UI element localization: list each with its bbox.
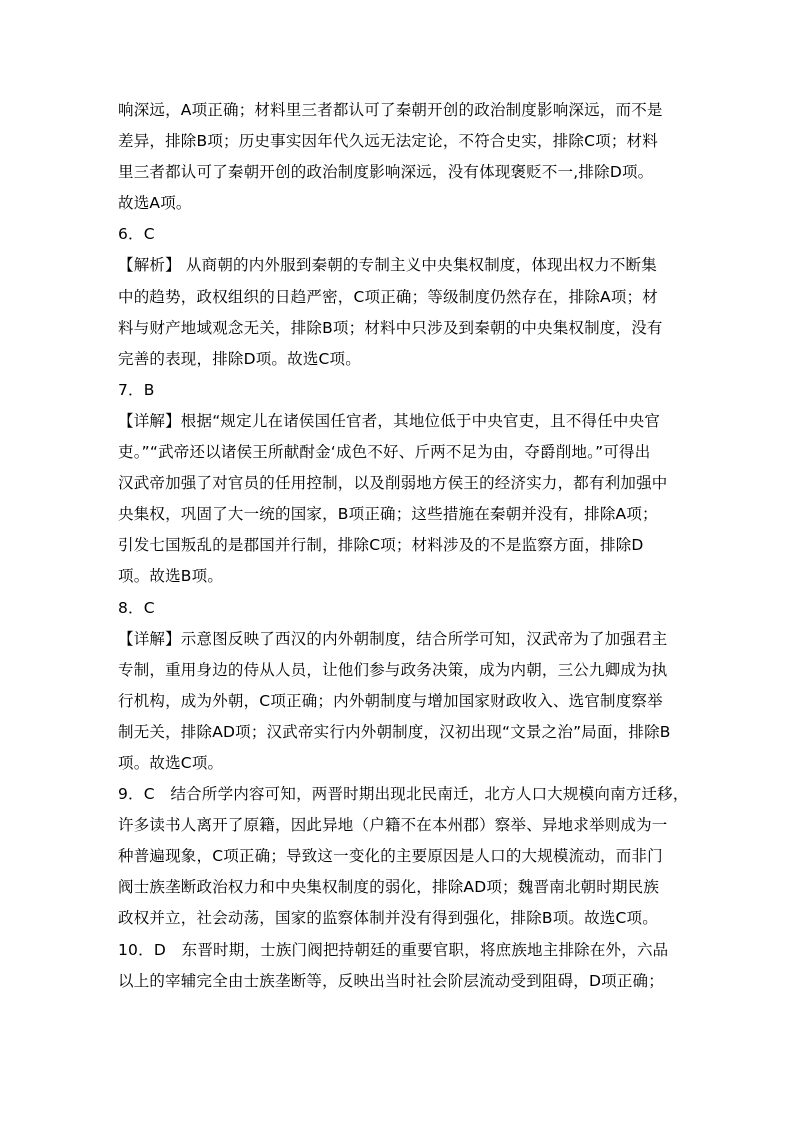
text-line: 阀士族垄断政治权力和中央集权制度的弱化，排除AD项；魏晋南北朝时期民族 bbox=[118, 878, 660, 897]
text-line: 故选A项。 bbox=[118, 194, 192, 213]
text-line: 央集权，巩固了大一统的国家，B项正确；这些措施在秦朝并没有，排除A项； bbox=[118, 505, 658, 524]
document-body bbox=[118, 100, 689, 1002]
text-line: 【解析】 从商朝的内外服到秦朝的专制主义中央集权制度，体现出权力不断集 bbox=[118, 256, 657, 275]
text-line: 专制，重用身边的侍从人员，让他们参与政务决策，成为内朝，三公九卿成为执 bbox=[118, 660, 668, 679]
text-line: 种普遍现象，C项正确；导致这一变化的主要原因是人口的大规模流动，而非门 bbox=[118, 847, 663, 866]
text-line: 以上的宰辅完全由士族垄断等，反映出当时社会阶层流动受到阻碍，D项正确； bbox=[118, 971, 664, 990]
text-line: 行机构，成为外朝，C项正确；内外朝制度与增加国家财政收入、选官制度察举 bbox=[118, 691, 663, 710]
text-line: 许多读书人离开了原籍，因此异地（户籍不在本州郡）察举、异地求举则成为一 bbox=[118, 816, 668, 835]
answer-9-line: 9．C 结合所学内容可知，两晋时期出现北民南迁，北方人口大规模向南方迁移， bbox=[118, 785, 689, 804]
answer-heading-6: 6．C bbox=[118, 225, 155, 244]
answer-10-line: 10．D 东晋时期，士族门阀把持朝廷的重要官职，将庶族地主排除在外，六品 bbox=[118, 940, 669, 959]
answer-heading-8: 8．C bbox=[118, 598, 155, 617]
text-line: 完善的表现，排除D项。故选C项。 bbox=[118, 349, 361, 368]
text-line: 里三者都认可了秦朝开创的政治制度影响深远，没有体现褒贬不一,排除D项。 bbox=[118, 163, 654, 182]
text-line: 【详解】根据“规定儿在诸侯国任官者，其地位低于中央官吏，且不得任中央官 bbox=[118, 411, 661, 430]
text-line: 【详解】示意图反映了西汉的内外朝制度，结合所学可知，汉武帝为了加强君主 bbox=[118, 629, 668, 648]
answer-heading-7: 7．B bbox=[118, 380, 155, 399]
text-line: 吏。”“武帝还以诸侯王所献酎金‘成色不好、斤两不足为由，夺爵削地。”可得出 bbox=[118, 443, 651, 462]
text-line: 差异，排除B项；历史事实因年代久远无法定论，不符合史实，排除C项；材料 bbox=[118, 132, 658, 151]
text-line: 项。故选C项。 bbox=[118, 753, 224, 772]
text-line: 制无关，排除AD项；汉武帝实行内外朝制度，汉初出现“文景之治”局面，排除B bbox=[118, 722, 671, 741]
text-line: 料与财产地域观念无关，排除B项；材料中只涉及到秦朝的中央集权制度，没有 bbox=[118, 318, 663, 337]
text-line: 响深远，A项正确；材料里三者都认可了秦朝开创的政治制度影响深远，而不是 bbox=[118, 101, 663, 119]
text-line: 汉武帝加强了对官员的任用控制，以及削弱地方侯王的经济实力，都有利加强中 bbox=[118, 474, 668, 493]
text-line: 中的趋势，政权组织的日趋严密，C项正确；等级制度仍然存在，排除A项；材 bbox=[118, 287, 658, 306]
text-line: 项。故选B项。 bbox=[118, 567, 224, 586]
text-line: 引发七国叛乱的是郡国并行制，排除C项；材料涉及的不是监察方面，排除D bbox=[118, 536, 644, 555]
text-line: 政权并立，社会动荡，国家的监察体制并没有得到强化，排除B项。故选C项。 bbox=[118, 909, 658, 928]
